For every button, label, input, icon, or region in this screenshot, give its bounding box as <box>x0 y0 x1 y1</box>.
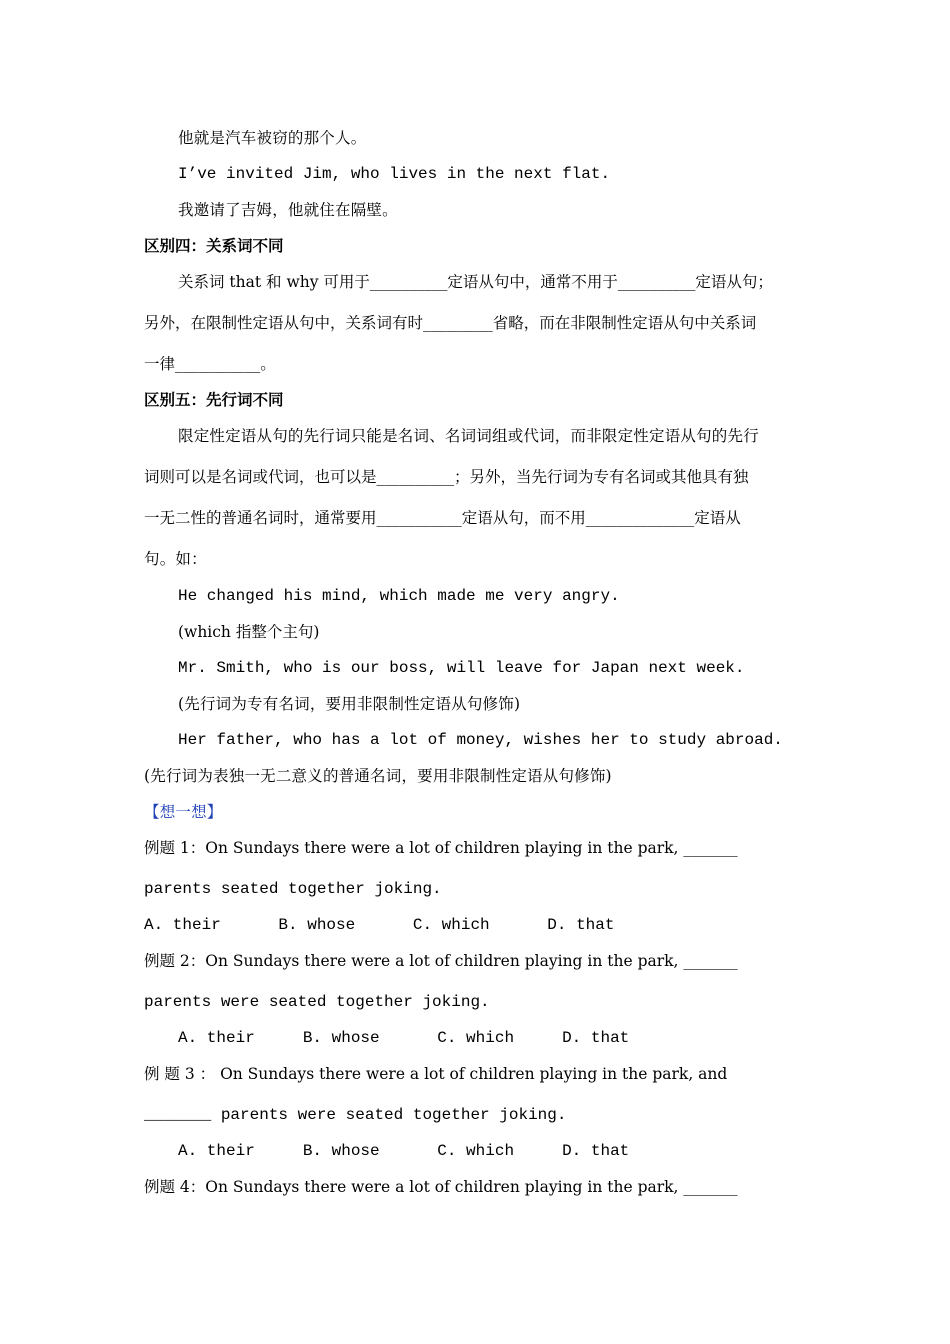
exercise-2-options: A. their B. whose C. which D. that <box>178 1029 630 1047</box>
example-sentence-jim: I’ve invited Jim, who lives in the next flat. <box>178 165 611 183</box>
exercise-1-question-line-2: parents seated together joking. <box>144 880 442 898</box>
exercise-1-question-line-1: 例题 1：On Sundays there were a lot of children playing in the park, _______ <box>144 839 738 857</box>
paragraph-antecedent-line-1: 限定性定语从句的先行词只能是名词、名词词组或代词，而非限定性定语从句的先行 <box>178 427 759 445</box>
paragraph-antecedent-line-4: 句。如： <box>144 550 207 568</box>
section-heading-think: 【想一想】 <box>144 803 223 821</box>
exercise-3-options: A. their B. whose C. which D. that <box>178 1142 630 1160</box>
paragraph-relative-word-line-2: 另外，在限制性定语从句中，关系词有时_________省略，而在非限制性定语从句中关系词 <box>144 314 757 332</box>
example-note-proper-noun: (先行词为专有名词，要用非限制性定语从句修饰) <box>178 695 521 713</box>
exercise-4-question-line-1: 例题 4：On Sundays there were a lot of children playing in the park, _______ <box>144 1178 738 1196</box>
example-note-which: (which 指整个主句) <box>178 623 320 641</box>
exercise-2-question-line-1: 例题 2：On Sundays there were a lot of children playing in the park, _______ <box>144 952 738 970</box>
example-sentence-changed-mind: He changed his mind, which made me very angry. <box>178 587 620 605</box>
example-translation-1: 他就是汽车被窃的那个人。 <box>178 129 367 147</box>
example-sentence-her-father: Her father, who has a lot of money, wishes her to study abroad. <box>178 731 783 749</box>
exercise-2-question-line-2: parents were seated together joking. <box>144 993 490 1011</box>
example-note-unique-noun: (先行词为表独一无二意义的普通名词，要用非限制性定语从句修饰) <box>144 767 612 785</box>
exercise-3-question-line-1: 例 题 3 ： On Sundays there were a lot of children playing in the park, and <box>144 1065 728 1083</box>
example-translation-jim: 我邀请了吉姆，他就住在隔壁。 <box>178 201 398 219</box>
paragraph-antecedent-line-3: 一无二性的普通名词时，通常要用___________定语从句，而不用______________定语从 <box>144 509 741 527</box>
section-heading-difference-five: 区别五：先行词不同 <box>144 391 284 409</box>
section-heading-difference-four: 区别四：关系词不同 <box>144 237 284 255</box>
example-sentence-mr-smith: Mr. Smith, who is our boss, will leave for Japan next week. <box>178 659 745 677</box>
paragraph-antecedent-line-2: 词则可以是名词或代词，也可以是__________；另外，当先行词为专有名词或其他具有独 <box>144 468 749 486</box>
exercise-3-question-line-2: _______ parents were seated together joking. <box>144 1106 567 1124</box>
exercise-1-options: A. their B. whose C. which D. that <box>144 916 615 934</box>
paragraph-relative-word-line-3: 一律___________。 <box>144 355 276 373</box>
paragraph-relative-word-line-1: 关系词 that 和 why 可用于__________定语从句中，通常不用于__________定语从句； <box>178 273 773 291</box>
